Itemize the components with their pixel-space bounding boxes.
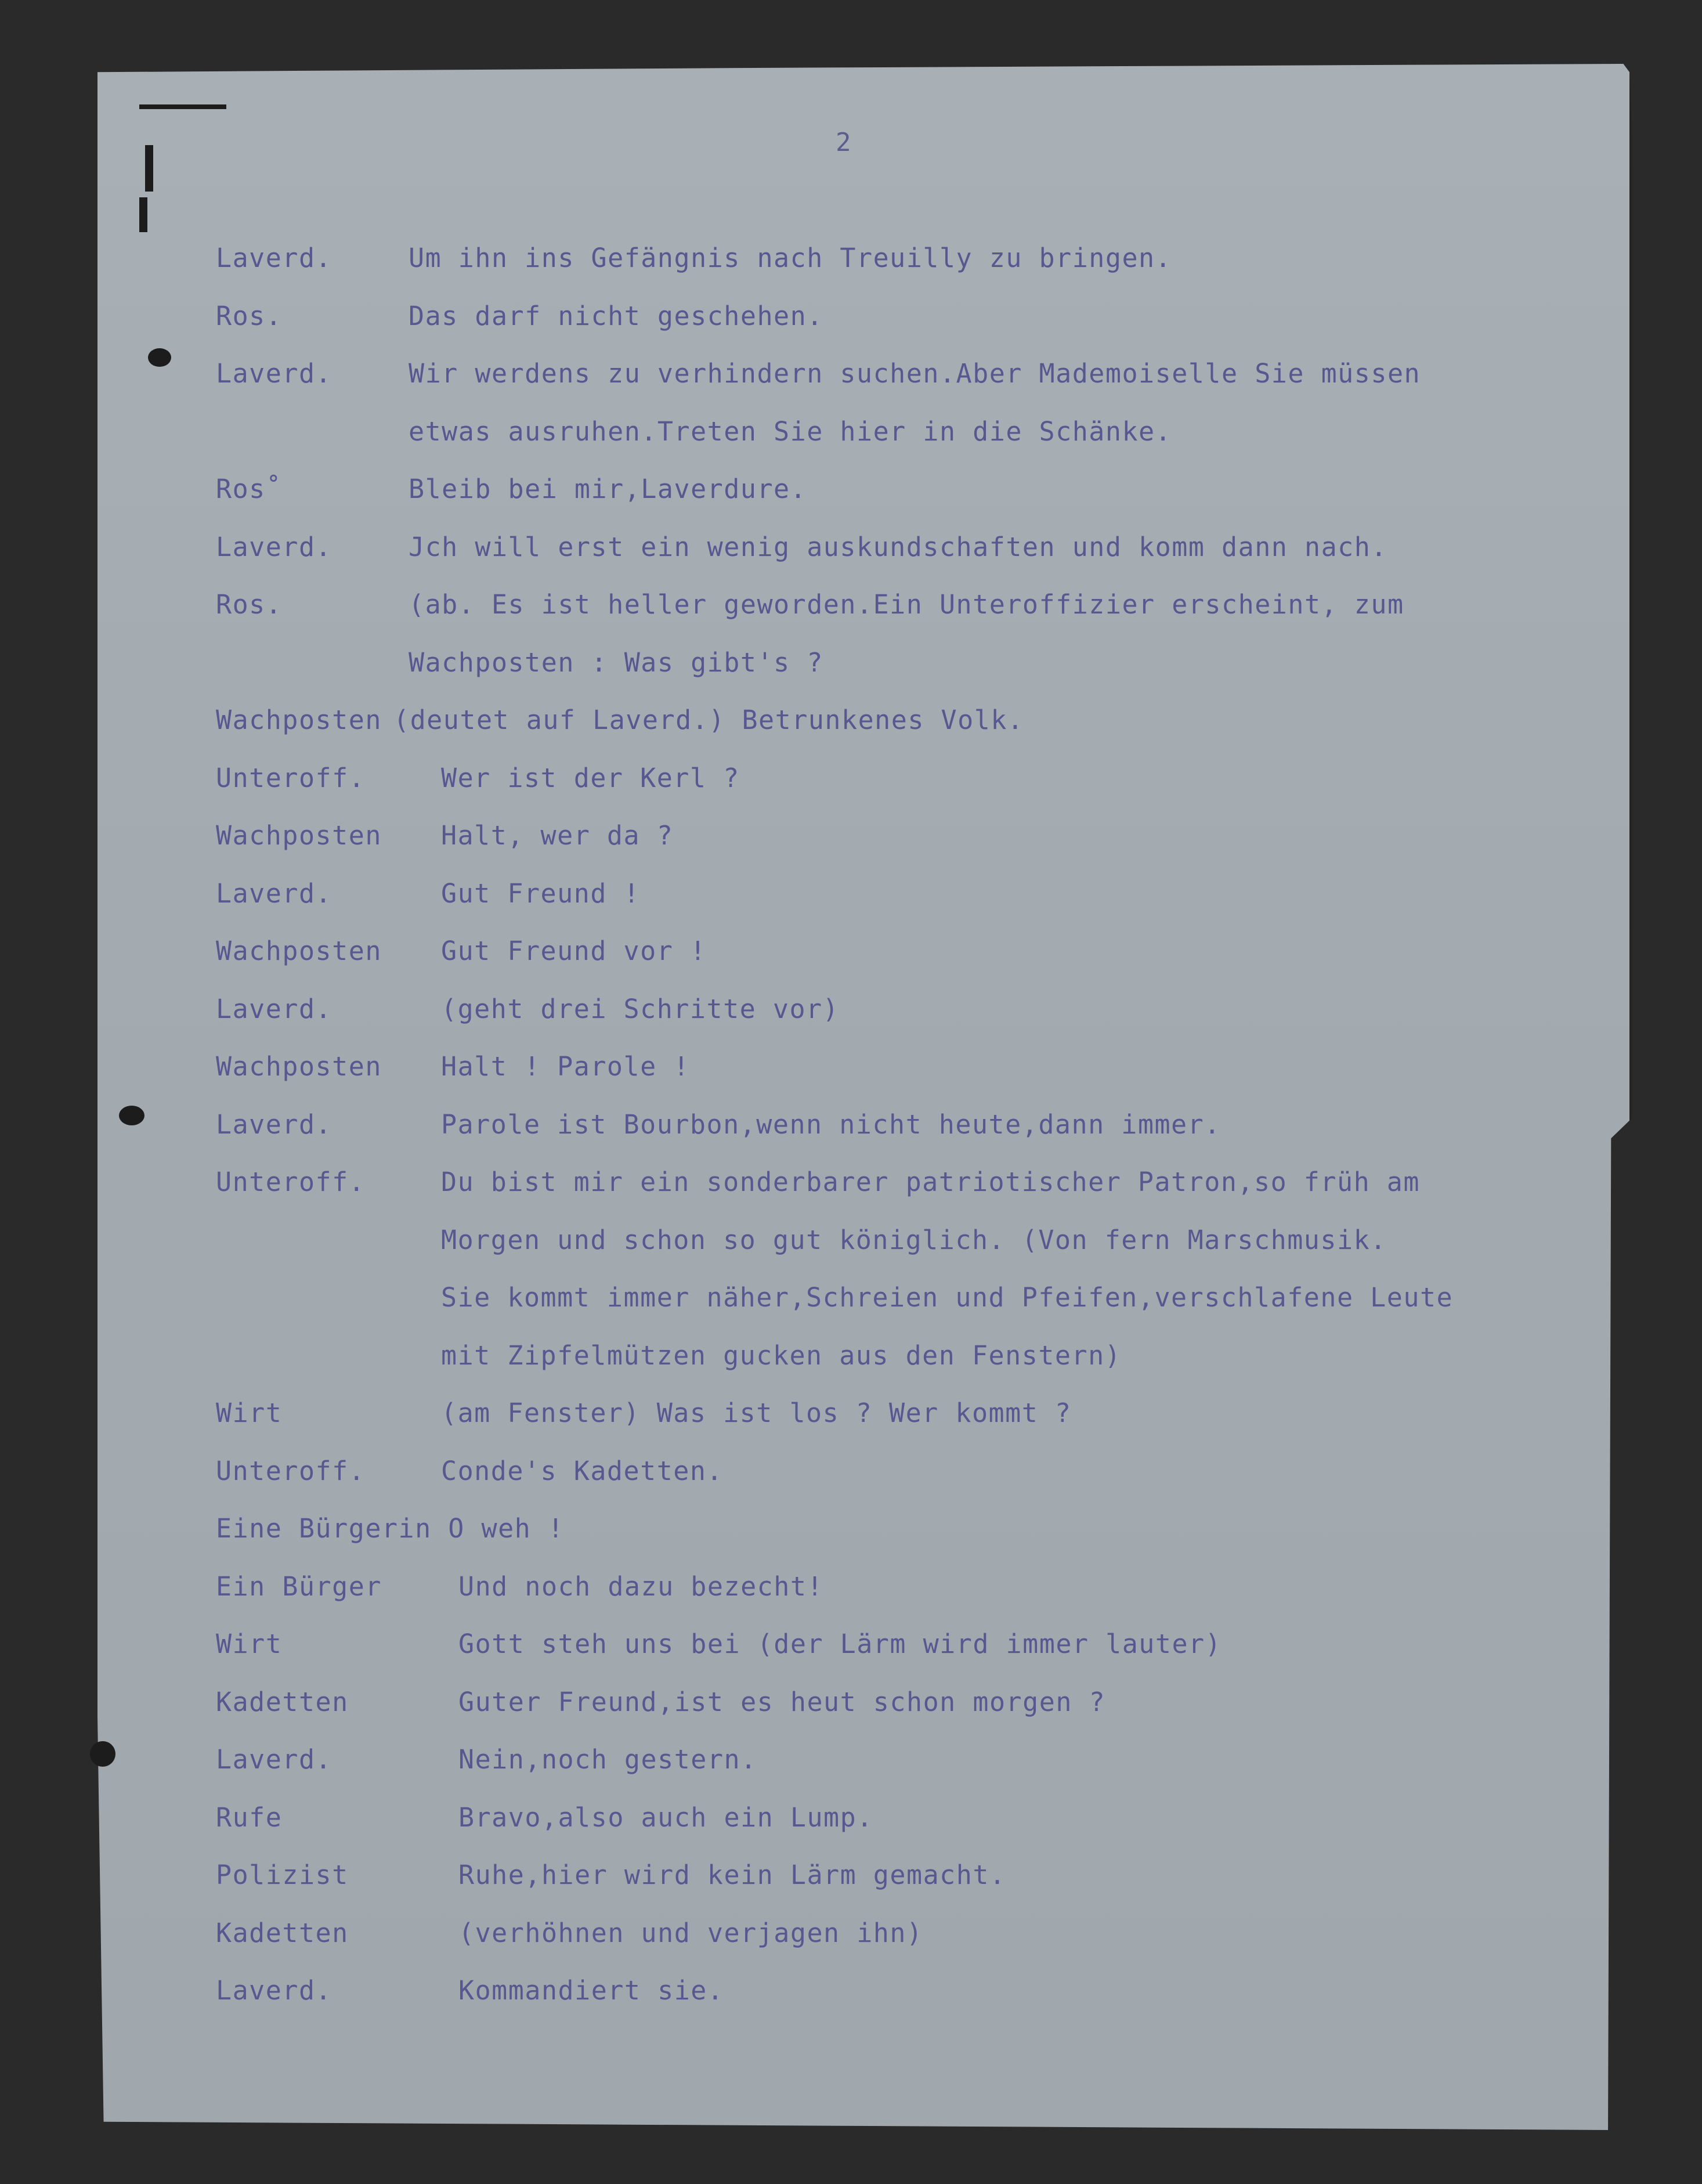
script-line <box>216 1918 1551 1976</box>
speaker-name: Wachposten <box>216 705 382 735</box>
script-line <box>216 1744 1551 1802</box>
dialogue-text: Halt ! Parole ! <box>441 1051 690 1082</box>
dialogue-text: Um ihn ins Gefängnis nach Treuilly zu bringen. <box>409 243 1172 273</box>
script-line <box>216 1167 1551 1225</box>
speaker-name: Rufe <box>216 1802 283 1833</box>
speaker-name: Ros. <box>216 300 283 331</box>
speaker-name: Laverd. <box>216 1975 333 2006</box>
speaker-name: Laverd. <box>216 531 333 562</box>
script-line <box>216 647 1551 705</box>
speaker-name: Kadetten <box>216 1917 349 1948</box>
speaker-name: Wirt <box>216 1629 283 1659</box>
speaker-name: Wachposten <box>216 820 382 851</box>
script-line <box>216 474 1551 532</box>
dialogue-text: Gut Freund ! <box>441 878 641 909</box>
dialogue-text: Halt, wer da ? <box>441 820 674 851</box>
dialogue-text: Parole ist Bourbon,wenn nicht heute,dann immer. <box>441 1109 1221 1140</box>
dialogue-text: (deutet auf Laverd.) Betrunkenes Volk. <box>393 705 1024 735</box>
speaker-name: Laverd. <box>216 358 333 389</box>
speaker-name: Wirt <box>216 1398 283 1428</box>
dialogue-text: Bleib bei mir,Laverdure. <box>409 474 807 504</box>
speaker-name: Unteroff. <box>216 1167 366 1197</box>
dialogue-text: (geht drei Schritte vor) <box>441 993 840 1024</box>
script-line <box>216 1051 1551 1109</box>
script-line <box>216 1975 1551 2033</box>
dialogue-text: Das darf nicht geschehen. <box>409 300 823 331</box>
punch-hole-mark <box>145 145 153 192</box>
script-line <box>216 994 1551 1052</box>
script-line <box>216 705 1551 763</box>
dialogue-text: Gut Freund vor ! <box>441 936 707 966</box>
speaker-name: Polizist <box>216 1860 349 1890</box>
script-line <box>216 1629 1551 1687</box>
script-line <box>216 1340 1551 1398</box>
dialogue-text: mit Zipfelmützen gucken aus den Fenstern) <box>441 1340 1122 1371</box>
punch-hole-mark <box>139 104 226 109</box>
speaker-name: Unteroff. <box>216 1455 366 1486</box>
script-line <box>216 416 1551 474</box>
typescript-dialogue <box>216 243 1551 2033</box>
dialogue-text: Jch will erst ein wenig auskundschaften und komm dann nach. <box>409 531 1387 562</box>
speaker-name: Laverd. <box>216 993 333 1024</box>
script-line <box>216 1513 1551 1571</box>
speaker-name: Eine Bürgerin O weh ! <box>216 1513 565 1544</box>
dialogue-text: etwas ausruhen.Treten Sie hier in die Schänke. <box>409 416 1172 447</box>
dialogue-text: Gott steh uns bei (der Lärm wird immer lauter) <box>458 1629 1222 1659</box>
dialogue-text: (verhöhnen und verjagen ihn) <box>458 1917 923 1948</box>
script-line <box>216 820 1551 878</box>
script-line <box>216 1687 1551 1745</box>
script-line <box>216 1571 1551 1629</box>
speaker-name: Laverd. <box>216 243 333 273</box>
dialogue-text: Kommandiert sie. <box>458 1975 724 2006</box>
script-line <box>216 1802 1551 1860</box>
dialogue-text: Bravo,also auch ein Lump. <box>458 1802 873 1833</box>
speaker-name: Unteroff. <box>216 762 366 793</box>
dialogue-text: Du bist mir ein sonderbarer patriotischer Patron,so früh am <box>441 1167 1420 1197</box>
script-line <box>216 1860 1551 1918</box>
script-line <box>216 1282 1551 1340</box>
dialogue-text: Wachposten : Was gibt's ? <box>409 647 823 678</box>
script-line <box>216 243 1551 301</box>
speaker-name: Ros˚ <box>216 474 283 504</box>
dialogue-text: Nein,noch gestern. <box>458 1744 757 1775</box>
punch-hole-mark <box>90 1741 115 1767</box>
speaker-name: Ros. <box>216 589 283 620</box>
dialogue-text: Morgen und schon so gut königlich. (Von fern Marschmusik. <box>441 1224 1387 1255</box>
script-line <box>216 358 1551 416</box>
speaker-name: Wachposten <box>216 936 382 966</box>
punch-hole-mark <box>139 197 147 232</box>
script-line <box>216 532 1551 590</box>
speaker-name: Laverd. <box>216 1744 333 1775</box>
punch-hole-mark <box>148 348 171 367</box>
script-line <box>216 1456 1551 1514</box>
dialogue-text: Guter Freund,ist es heut schon morgen ? <box>458 1686 1106 1717</box>
dialogue-text: Und noch dazu bezecht! <box>458 1571 824 1602</box>
script-line <box>216 301 1551 359</box>
script-line <box>216 1109 1551 1167</box>
script-line <box>216 763 1551 821</box>
script-line <box>216 936 1551 994</box>
speaker-name: Wachposten <box>216 1051 382 1082</box>
script-line <box>216 1225 1551 1283</box>
script-line <box>216 878 1551 936</box>
speaker-name: Laverd. <box>216 878 333 909</box>
speaker-name: Kadetten <box>216 1686 349 1717</box>
dialogue-text: Wir werdens zu verhindern suchen.Aber Mademoiselle Sie müssen <box>409 358 1421 389</box>
dialogue-text: Sie kommt immer näher,Schreien und Pfeifen,verschlafene Leute <box>441 1282 1454 1313</box>
script-line <box>216 1398 1551 1456</box>
speaker-name: Ein Bürger <box>216 1571 382 1602</box>
speaker-name: Laverd. <box>216 1109 333 1140</box>
punch-hole-mark <box>119 1106 144 1125</box>
dialogue-text: (ab. Es ist heller geworden.Ein Unteroffizier erscheint, zum <box>409 589 1404 620</box>
dialogue-text: Wer ist der Kerl ? <box>441 762 740 793</box>
dialogue-text: Ruhe,hier wird kein Lärm gemacht. <box>458 1860 1006 1890</box>
dialogue-text: (am Fenster) Was ist los ? Wer kommt ? <box>441 1398 1072 1428</box>
page-number: 2 <box>836 128 851 157</box>
dialogue-text: Conde's Kadetten. <box>441 1455 724 1486</box>
script-line <box>216 589 1551 647</box>
